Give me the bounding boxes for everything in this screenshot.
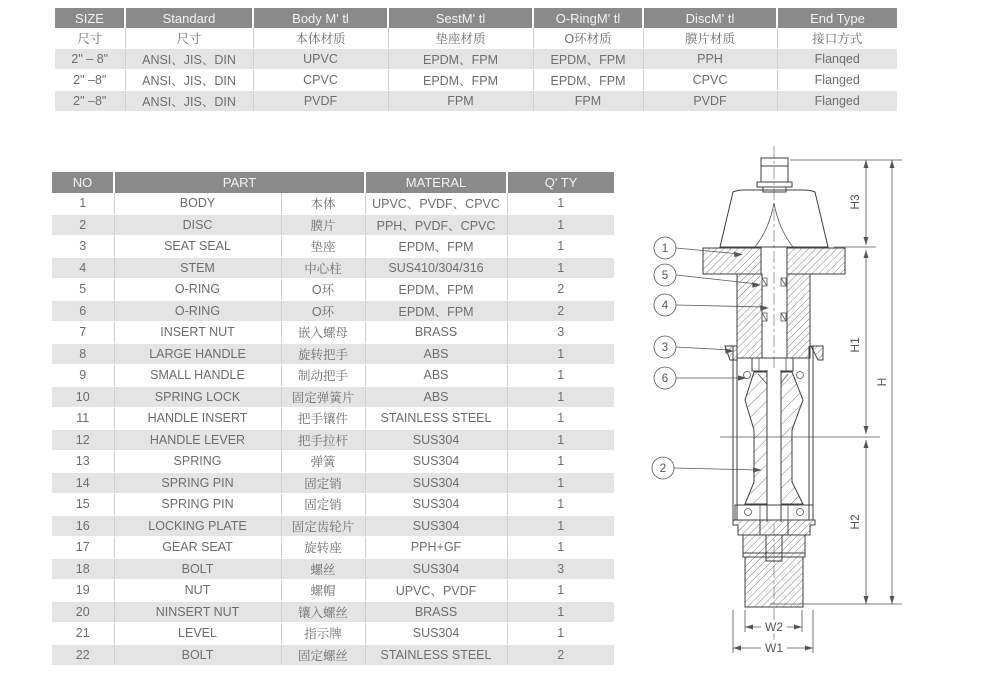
table-cell: 2" –8"	[55, 70, 125, 91]
table-cell: PVDF	[253, 91, 388, 112]
parts-table	[52, 172, 614, 666]
table-row	[52, 623, 614, 645]
table-cell: 1	[507, 580, 614, 602]
table-cell: 3	[507, 322, 614, 344]
table-cell: 1	[507, 343, 614, 365]
table-cell: 5	[52, 279, 114, 301]
table-cell: 2	[507, 644, 614, 666]
dim-label-h1: H1	[848, 337, 862, 353]
table-cell: 8	[52, 343, 114, 365]
table-cell: CPVC	[643, 70, 777, 91]
dim-label-w1: W1	[765, 641, 783, 655]
column-header-zh: 本体材质	[253, 28, 388, 49]
column-header-zh: 垫座材质	[388, 28, 533, 49]
table-cell: ABS	[365, 365, 507, 387]
table-cell: SUS410/304/316	[365, 257, 507, 279]
dim-label-h: H	[875, 377, 889, 387]
bottom-block	[745, 557, 803, 607]
table-row	[52, 601, 614, 623]
column-header-zh: 尺寸	[55, 28, 125, 49]
table-cell: 1	[507, 408, 614, 430]
table-cell: ABS	[365, 343, 507, 365]
table-cell: CPVC	[253, 70, 388, 91]
table-cell: O-RING	[114, 300, 281, 322]
table-cell: 20	[52, 601, 114, 623]
table-cell: UPVC、PVDF	[365, 580, 507, 602]
table-cell: ANSI、JIS、DIN	[125, 91, 253, 112]
table-cell: 11	[52, 408, 114, 430]
table-cell: Flanged	[777, 70, 897, 91]
table-cell: 17	[52, 537, 114, 559]
table-row	[52, 322, 614, 344]
table-row	[52, 472, 614, 494]
table-cell: SPRING PIN	[114, 472, 281, 494]
column-header-no: NO	[52, 172, 114, 193]
table-cell: 中心柱	[281, 257, 365, 279]
stem-rod	[767, 370, 781, 522]
table-cell: 7	[52, 322, 114, 344]
table-cell: PPH+GF	[365, 537, 507, 559]
dim-label-h3: H3	[848, 194, 862, 210]
parts-table-body	[52, 193, 614, 666]
table-cell: 3	[52, 236, 114, 258]
table-cell: DISC	[114, 214, 281, 236]
table-cell: 6	[52, 300, 114, 322]
table-cell: 2	[52, 214, 114, 236]
table-cell: BRASS	[365, 322, 507, 344]
callout-3	[654, 336, 734, 358]
top-flange-right	[787, 248, 845, 274]
svg-text:4: 4	[661, 300, 669, 312]
table-cell: GEAR SEAT	[114, 537, 281, 559]
table-cell: ANSI、JIS、DIN	[125, 49, 253, 70]
bolt-circle	[745, 509, 752, 516]
column-header-size: SIZE	[55, 8, 125, 28]
column-header-zh: 尺寸	[125, 28, 253, 49]
table-cell: ANSI、JIS、DIN	[125, 70, 253, 91]
table-row	[55, 70, 897, 91]
table-row	[52, 558, 614, 580]
table-cell: EPDM、FPM	[365, 236, 507, 258]
table-cell: LOCKING PLATE	[114, 515, 281, 537]
table-cell: 膜片	[281, 214, 365, 236]
table-cell: 15	[52, 494, 114, 516]
parts-header-row	[52, 172, 614, 193]
svg-text:5: 5	[661, 270, 669, 282]
table-cell: SUS304	[365, 472, 507, 494]
table-row	[52, 257, 614, 279]
table-cell: 1	[507, 472, 614, 494]
table-cell: NUT	[114, 580, 281, 602]
table-cell: 1	[507, 365, 614, 387]
table-cell: 固定齿轮片	[281, 515, 365, 537]
table-cell: FPM	[388, 91, 533, 112]
table-cell: EPDM、FPM	[388, 49, 533, 70]
table-row	[52, 580, 614, 602]
table-cell: 1	[507, 236, 614, 258]
table-cell: 14	[52, 472, 114, 494]
bonnet-left	[737, 274, 762, 358]
column-header-standard: Standard	[125, 8, 253, 28]
table-row	[52, 515, 614, 537]
table-row	[52, 408, 614, 430]
column-header-zh: 膜片材质	[643, 28, 777, 49]
table-cell: 1	[507, 515, 614, 537]
table-row	[52, 193, 614, 214]
table-cell: EPDM、FPM	[365, 279, 507, 301]
table-row	[52, 537, 614, 559]
column-header-part: PART	[114, 172, 365, 193]
table-cell: HANDLE LEVER	[114, 429, 281, 451]
table-cell: SUS304	[365, 451, 507, 473]
table-cell: 旋转把手	[281, 343, 365, 365]
table-cell: O环	[281, 300, 365, 322]
table-cell: O环	[281, 279, 365, 301]
table-cell: FPM	[533, 91, 643, 112]
table-cell: LEVEL	[114, 623, 281, 645]
callout-2	[652, 457, 762, 479]
column-header-material: MATERAL	[365, 172, 507, 193]
table-cell: NINSERT NUT	[114, 601, 281, 623]
table-cell: 3	[507, 558, 614, 580]
valve-cross-section-diagram	[620, 140, 1000, 683]
table-cell: ABS	[365, 386, 507, 408]
table-cell: 镶入螺丝	[281, 601, 365, 623]
table-cell: 4	[52, 257, 114, 279]
table-row	[52, 365, 614, 387]
table-cell: EPDM、FPM	[388, 70, 533, 91]
table-cell: 19	[52, 580, 114, 602]
table-cell: SUS304	[365, 494, 507, 516]
bottom-flange	[743, 535, 805, 557]
gear-seat	[733, 520, 815, 535]
table-cell: 垫座	[281, 236, 365, 258]
table-cell: 固定螺丝	[281, 644, 365, 666]
table-cell: 嵌入螺母	[281, 322, 365, 344]
table-cell: 2	[507, 300, 614, 322]
table-cell: SPRING PIN	[114, 494, 281, 516]
spec-table	[55, 8, 897, 112]
column-header-zh: O环材质	[533, 28, 643, 49]
table-cell: SUS304	[365, 429, 507, 451]
table-cell: 22	[52, 644, 114, 666]
column-header-qty: Q' TY	[507, 172, 614, 193]
dim-label-h2: H2	[848, 514, 862, 530]
table-cell: 2" – 8"	[55, 49, 125, 70]
table-cell: PVDF	[643, 91, 777, 112]
table-row	[52, 386, 614, 408]
bonnet-right	[787, 274, 810, 358]
column-header-oring-mtl: O-RingM' tl	[533, 8, 643, 28]
table-cell: EPDM、FPM	[365, 300, 507, 322]
table-cell: SPRING LOCK	[114, 386, 281, 408]
table-cell: 1	[507, 214, 614, 236]
table-row	[52, 236, 614, 258]
column-header-zh: 接口方式	[777, 28, 897, 49]
table-row	[52, 494, 614, 516]
table-cell: 2" –8"	[55, 91, 125, 112]
spec-table-body	[55, 49, 897, 112]
valve-drawing	[620, 140, 1000, 683]
table-cell: SEAT SEAL	[114, 236, 281, 258]
table-row	[52, 429, 614, 451]
table-row	[52, 343, 614, 365]
table-cell: 10	[52, 386, 114, 408]
table-cell: 制动把手	[281, 365, 365, 387]
table-cell: INSERT NUT	[114, 322, 281, 344]
column-header-disc-mtl: DiscM' tl	[643, 8, 777, 28]
table-cell: 1	[507, 257, 614, 279]
table-cell: 1	[507, 623, 614, 645]
table-cell: SUS304	[365, 623, 507, 645]
spec-header-row-zh	[55, 28, 897, 49]
svg-text:1: 1	[661, 243, 669, 255]
top-flange-left	[703, 248, 761, 274]
table-cell: 1	[507, 451, 614, 473]
svg-text:3: 3	[661, 342, 669, 354]
table-cell: BRASS	[365, 601, 507, 623]
table-cell: 12	[52, 429, 114, 451]
table-cell: 螺丝	[281, 558, 365, 580]
table-cell: SUS304	[365, 558, 507, 580]
table-row	[52, 451, 614, 473]
table-cell: EPDM、FPM	[533, 49, 643, 70]
table-cell: SPRING	[114, 451, 281, 473]
table-cell: 1	[52, 193, 114, 214]
table-row	[52, 214, 614, 236]
table-cell: 螺帽	[281, 580, 365, 602]
table-row	[52, 279, 614, 301]
table-cell: 旋转座	[281, 537, 365, 559]
table-cell: PPH	[643, 49, 777, 70]
table-cell: 把手拉杆	[281, 429, 365, 451]
table-cell: 固定销	[281, 472, 365, 494]
table-cell: LARGE HANDLE	[114, 343, 281, 365]
table-cell: UPVC、PVDF、CPVC	[365, 193, 507, 214]
table-cell: 固定弹簧片	[281, 386, 365, 408]
table-row	[55, 49, 897, 70]
table-cell: BODY	[114, 193, 281, 214]
table-cell: STAINLESS STEEL	[365, 644, 507, 666]
table-cell: 弹簧	[281, 451, 365, 473]
stud-nut	[761, 158, 788, 182]
table-cell: BOLT	[114, 644, 281, 666]
table-cell: 固定销	[281, 494, 365, 516]
svg-text:6: 6	[661, 373, 669, 385]
table-cell: 1	[507, 193, 614, 214]
table-cell: Flanqed	[777, 49, 897, 70]
svg-text:2: 2	[659, 463, 667, 475]
table-cell: 把手镶件	[281, 408, 365, 430]
table-cell: 1	[507, 494, 614, 516]
table-row	[55, 91, 897, 112]
table-cell: PPH、PVDF、CPVC	[365, 214, 507, 236]
table-cell: STAINLESS STEEL	[365, 408, 507, 430]
spec-header-row	[55, 8, 897, 28]
table-cell: 21	[52, 623, 114, 645]
table-cell: 13	[52, 451, 114, 473]
table-cell: 18	[52, 558, 114, 580]
table-cell: EPDM、FPM	[533, 70, 643, 91]
table-cell: SUS304	[365, 515, 507, 537]
table-cell: 9	[52, 365, 114, 387]
table-cell: 1	[507, 601, 614, 623]
table-cell: 16	[52, 515, 114, 537]
dim-label-w2: W2	[765, 620, 783, 634]
table-row	[52, 644, 614, 666]
table-cell: 1	[507, 429, 614, 451]
table-cell: 1	[507, 386, 614, 408]
table-cell: HANDLE INSERT	[114, 408, 281, 430]
table-row	[52, 300, 614, 322]
table-cell: STEM	[114, 257, 281, 279]
column-header-end-type: End Type	[777, 8, 897, 28]
table-cell: Flanged	[777, 91, 897, 112]
table-cell: 本体	[281, 193, 365, 214]
table-cell: SMALL HANDLE	[114, 365, 281, 387]
table-cell: 1	[507, 537, 614, 559]
bolt-circle	[797, 509, 804, 516]
table-cell: 2	[507, 279, 614, 301]
bolt-circle	[797, 372, 804, 379]
seat-holder	[752, 358, 793, 371]
column-header-seat-mtl: SestM' tl	[388, 8, 533, 28]
column-header-body-mtl: Body M' tl	[253, 8, 388, 28]
table-cell: 指示牌	[281, 623, 365, 645]
table-cell: UPVC	[253, 49, 388, 70]
table-cell: BOLT	[114, 558, 281, 580]
table-cell: O-RING	[114, 279, 281, 301]
